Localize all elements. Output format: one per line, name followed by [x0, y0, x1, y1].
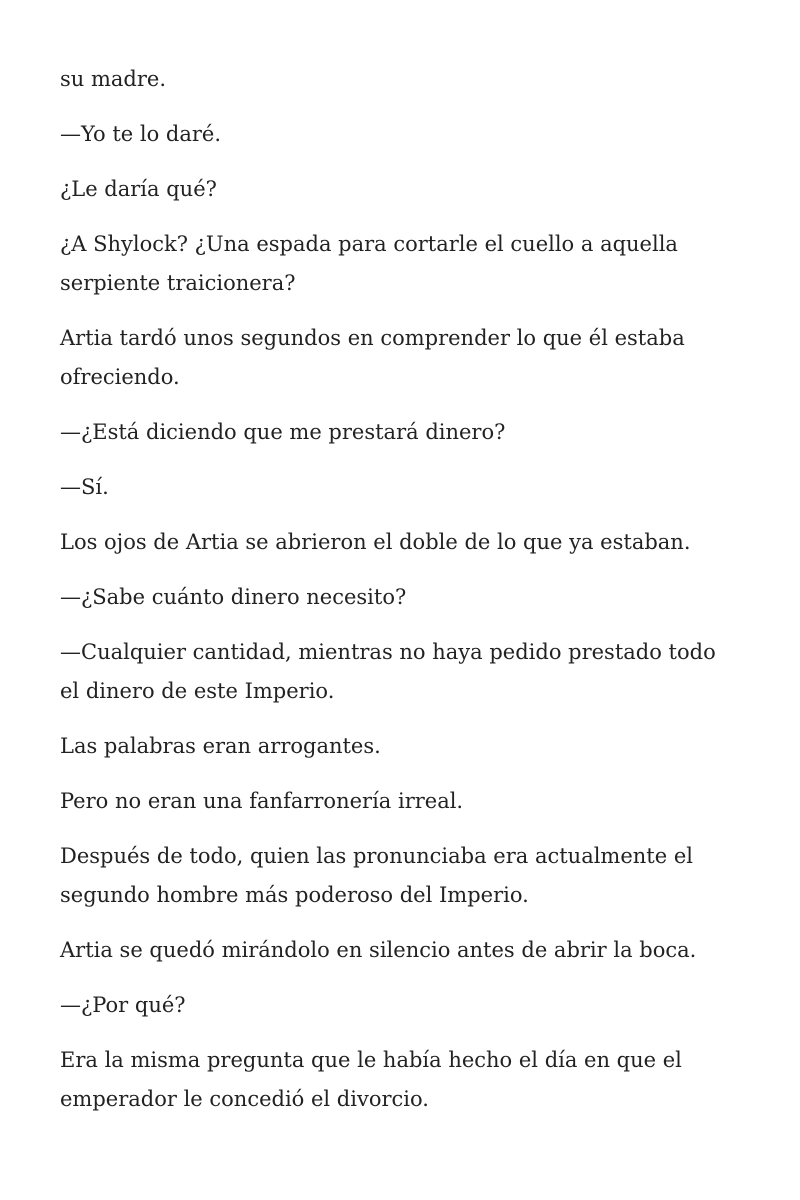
paragraph: Artia se quedó mirándolo en silencio antes de abrir la boca.: [60, 938, 697, 962]
document-body: [60, 60, 740, 1135]
dialogue-line: —¿Está diciendo que me prestará dinero?: [60, 420, 506, 444]
dialogue-line: —¿Sabe cuánto dinero necesito?: [60, 585, 407, 609]
dialogue-line: —Cualquier cantidad, mientras no haya pedido prestado todo el dinero de este Imperio.: [60, 640, 716, 703]
dialogue-line: —Yo te lo daré.: [60, 122, 222, 146]
paragraph: Después de todo, quien las pronunciaba era actualmente el segundo hombre más poderoso del Imperio.: [60, 844, 693, 907]
paragraph: Las palabras eran arrogantes.: [60, 734, 381, 758]
paragraph: su madre.: [60, 67, 166, 91]
dialogue-line: —Sí.: [60, 475, 109, 499]
paragraph: Era la misma pregunta que le había hecho el día en que el emperador le concedió el divorcio.: [60, 1048, 682, 1111]
paragraph: Los ojos de Artia se abrieron el doble de lo que ya estaban.: [60, 530, 691, 554]
paragraph: ¿Le daría qué?: [60, 177, 217, 201]
dialogue-line: —¿Por qué?: [60, 993, 186, 1017]
paragraph: Artia tardó unos segundos en comprender lo que él estaba ofreciendo.: [60, 326, 685, 389]
paragraph: ¿A Shylock? ¿Una espada para cortarle el cuello a aquella serpiente traicionera?: [60, 232, 678, 295]
paragraph: Pero no eran una fanfarronería irreal.: [60, 789, 464, 813]
